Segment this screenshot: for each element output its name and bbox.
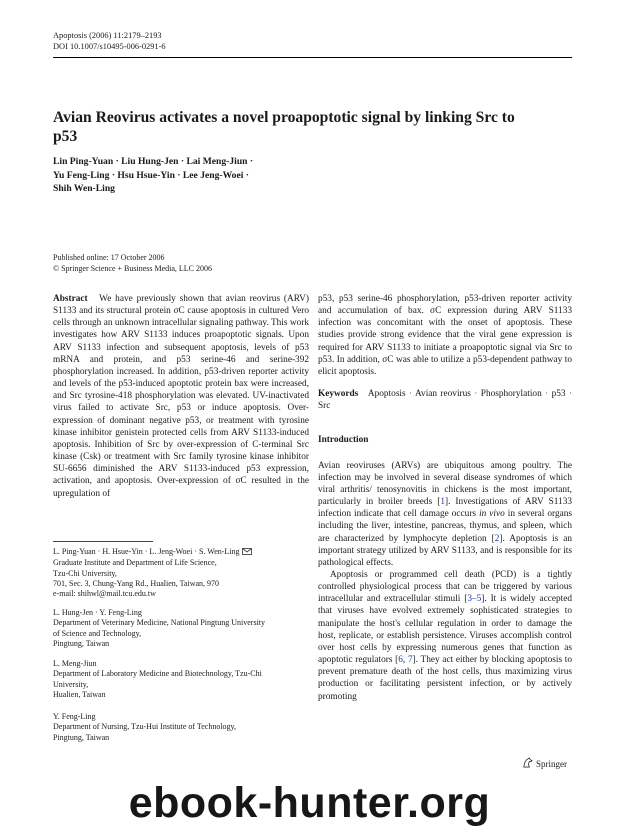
- affiliation-2-names: L. Hung-Jen · Y. Feng-Ling: [53, 608, 142, 617]
- keyword-2: Avian reovirus: [415, 389, 471, 400]
- left-column: [53, 293, 309, 500]
- citation-link[interactable]: 3–5: [467, 594, 482, 605]
- authors-line-2: Yu Feng-Ling · Hsu Hsue-Yin · Lee Jeng-Woei ·: [53, 169, 249, 181]
- published-date: Published online: 17 October 2006: [53, 253, 165, 262]
- author-list: [53, 155, 313, 196]
- affiliation-2-line-3: Pingtung, Taiwan: [53, 638, 110, 648]
- authors-line-1: Lin Ping-Yuan · Liu Hung-Jen · Lai Meng-Jiun ·: [53, 156, 254, 167]
- watermark: ebook-hunter.org: [128, 779, 491, 827]
- affiliation-2-line-2: of Science and Technology,: [53, 628, 142, 638]
- mail-icon[interactable]: [242, 548, 252, 558]
- abstract-left: [53, 293, 309, 500]
- keyword-1: Apoptosis: [367, 389, 406, 400]
- keywords: Keywords Apoptosis · Avian reovirus · Phosphorylation · p53 · Src: [318, 389, 573, 412]
- keyword-4: p53: [551, 389, 566, 400]
- affiliation-1-line-3: 701, Sec. 3, Chung-Yang Rd., Hualien, Taiwan, 970: [53, 578, 220, 588]
- affiliation-1-email[interactable]: e-mail: shihwl@mail.tcu.edu.tw: [53, 589, 156, 599]
- affiliation-3: [53, 659, 313, 700]
- citation-link[interactable]: 7: [407, 655, 413, 666]
- publisher-mark: [522, 757, 567, 770]
- introduction-heading: Introduction: [318, 435, 369, 446]
- affiliation-1-line-2: Tzu-Chi University,: [53, 568, 117, 578]
- citation-link[interactable]: 6: [398, 655, 403, 666]
- affiliation-4: [53, 712, 313, 743]
- affiliation-2: [53, 608, 313, 649]
- keyword-5: Src: [318, 401, 331, 412]
- affiliation-4-line-1: Department of Nursing, Tzu-Hui Institute of Technology,: [53, 722, 237, 732]
- citation-link[interactable]: 1: [440, 497, 445, 508]
- authors-line-3: Shih Wen-Ling: [53, 183, 115, 194]
- journal-citation: Apoptosis (2006) 11:2179–2193: [53, 31, 162, 40]
- affiliation-4-names: Y. Feng-Ling: [53, 712, 96, 721]
- publisher-name: Springer: [536, 758, 567, 769]
- affiliation-1: [53, 547, 313, 599]
- keywords-label: Keywords: [318, 389, 359, 400]
- paper-title: Avian Reovirus activates a novel proapoptotic signal by linking Src to p53: [53, 109, 515, 145]
- keyword-3: Phosphorylation: [480, 389, 542, 400]
- citation-link[interactable]: 2: [494, 533, 500, 544]
- affiliation-2-line-1: Department of Veterinary Medicine, National Pingtung University: [53, 618, 266, 628]
- copyright-line: © Springer Science + Business Media, LLC 2006: [53, 264, 213, 273]
- header-rule: [53, 57, 572, 58]
- right-column: [318, 293, 572, 703]
- intro-paragraph-2: Apoptosis or programmed cell death (PCD) is a tightly controlled physiological process that can be triggered by various intracellular and extracellular stimuli [3–5]. It is widely accepted that viruses have evolved extremely sophisticated strategies to manipulate the host's cellular regulation in order to damage the host, replicate, or establish persistence. Viruses accomplish control over host cells by expressing numerous genes that function as apoptotic regulators [6, 7]. They act either by blocking apoptosis to prevent premature death of the host cells, thus maximizing virus production or facilitating persistent infection, or by actively promoting: [318, 569, 573, 702]
- affiliation-4-line-2: Pingtung, Taiwan: [53, 732, 110, 742]
- doi-line: DOI 10.1007/s10495-006-0291-6: [53, 42, 166, 51]
- affiliation-1-line-1: Graduate Institute and Department of Life Science,: [53, 558, 217, 568]
- abstract-text-right: p53, p53 serine-46 phosphorylation, p53-driven reporter activity and accumulation of bax. σC expression during ARV S1133 infection was concomitant with the onset of apoptosis. These studies provide strong evidence that the viral gene expression is required for ARV S1133 to initiate a proapoptotic signal via Src to p53. In addition, σC was able to utilize a p53-dependent pathway to elicit apoptosis.: [318, 294, 572, 377]
- affiliation-3-line-1: Department of Laboratory Medicine and Biotechnology, Tzu-Chi: [53, 669, 262, 679]
- affiliation-3-line-3: Hualien, Taiwan: [53, 689, 106, 699]
- journal-header: [53, 30, 166, 52]
- affiliation-1-names: L. Ping-Yuan · H. Hsue-Yin · L. Jeng-Woei · S. Wen-Ling: [53, 547, 240, 556]
- affiliation-3-line-2: University,: [53, 679, 89, 689]
- intro-paragraph-1: Avian reoviruses (ARVs) are ubiquitous among poultry. The infection may be involved in several disease syndromes of which viral arthritis/ tenosynovitis in chickens is the most important, particularly in broiler breeds [1]. Investigations of ARV S1133 infection indicate that cell damage occurs in vivo in several organs including the liver, intestine, pancreas, thymus, and spleen, which are characterized by lymphocyte depletion [2]. Apoptosis is an important strategy utilized by ARV S1133, and is responsible for its pathological effects.: [318, 460, 572, 568]
- affiliation-3-names: L. Meng-Jiun: [53, 659, 97, 668]
- publication-info: [53, 252, 212, 274]
- abstract-label: Abstract: [53, 294, 88, 304]
- abstract-text-left: We have previously shown that avian reovirus (ARV) S1133 and its structural protein σC cause apoptosis in cultured Vero cells through an unknown intracellular signaling pathway. This work investigates how ARV S1133 induces proapoptotic signals. Upon ARV S1133 infection and subsequent apoptosis, levels of p53 mRNA and protein, and p53 serine-46 and serine-392 phosphorylation increased. In addition, p53-driven reporter activity and levels of the p53-induced apoptotic protein bax were increased, and Src tyrosine-418 phosphorylation was elevated. UV-inactivated virus failed to activate Src, p53 or induce apoptosis. Over-expression of dominant negative p53, or treatment with tyrosine kinase inhibitor genistein protected cells from ARV S1133-induced apoptosis. Inhibition of Src by over-expression of C-terminal Src kinase (Csk) or treatment with Src family tyrosine kinase inhibitor SU-6656 diminished the ARV S1133-induced p53 expression, activation, and apoptosis. Over-expression of σC resulted in the upregulation of: [53, 294, 309, 499]
- springer-horse-icon: [522, 757, 533, 770]
- footnote-separator: [53, 541, 153, 542]
